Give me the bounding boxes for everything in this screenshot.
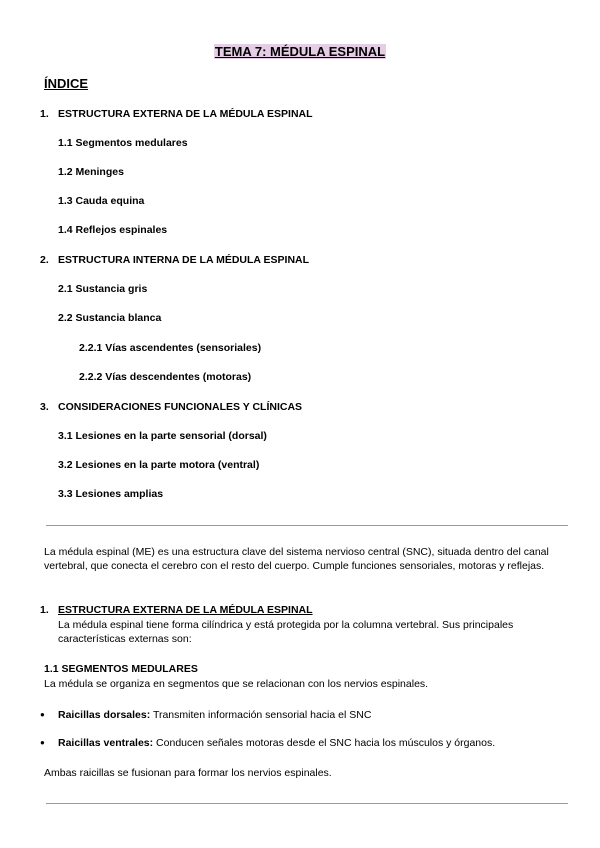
bullet-dorsal: ● Raicillas dorsales: Transmiten información sensorial hacia el SNC — [40, 709, 372, 721]
section-1-text: La médula espinal tiene forma cilíndrica y está protegida por la columna vertebral. Sus principales características externas son: — [58, 619, 514, 645]
toc-item-1-2: 1.2 Meninges — [58, 166, 124, 178]
toc-item-1-4: 1.4 Reflejos espinales — [58, 224, 168, 236]
bullet-dot-icon: ● — [40, 710, 45, 719]
page-title: TEMA 7: MÉDULA ESPINAL — [214, 44, 386, 59]
closing-paragraph: Ambas raicillas se fusionan para formar los nervios espinales. — [44, 767, 332, 779]
bullet-ventral: ● Raicillas ventrales: Conducen señales motoras desde el SNC hacia los músculos y órganos. — [40, 737, 496, 749]
index-heading: ÍNDICE — [44, 76, 89, 91]
toc-item-2-2: 2.2 Sustancia blanca — [58, 312, 162, 324]
toc-section-2: 2. ESTRUCTURA INTERNA DE LA MÉDULA ESPINAL — [40, 254, 310, 266]
toc-item-2-2-2: 2.2.2 Vías descendentes (motoras) — [79, 371, 252, 383]
toc-section-3: 3. CONSIDERACIONES FUNCIONALES Y CLÍNICAS — [40, 401, 303, 413]
toc-item-3-2: 3.2 Lesiones en la parte motora (ventral) — [58, 459, 260, 471]
toc-item-2-1: 2.1 Sustancia gris — [58, 283, 148, 295]
subsection-1-1-heading: 1.1 SEGMENTOS MEDULARES — [44, 663, 198, 675]
toc-item-1-1: 1.1 Segmentos medulares — [58, 137, 188, 149]
section-1-heading: 1. ESTRUCTURA EXTERNA DE LA MÉDULA ESPINAL — [40, 604, 313, 616]
toc-item-2-2-1: 2.2.1 Vías ascendentes (sensoriales) — [79, 342, 262, 354]
toc-item-1-3: 1.3 Cauda equina — [58, 195, 145, 207]
intro-paragraph: La médula espinal (ME) es una estructura clave del sistema nervioso central (SNC), situada dentro del canal vertebral, que conecta el cerebro con el resto del cuerpo. Cumple funciones sensoriales, motoras y reflejas. — [44, 546, 549, 572]
bullet-dot-icon: ● — [40, 738, 45, 747]
divider-bottom — [46, 803, 568, 804]
toc-section-1: 1. ESTRUCTURA EXTERNA DE LA MÉDULA ESPINAL — [40, 108, 313, 120]
subsection-1-1-text: La médula se organiza en segmentos que se relacionan con los nervios espinales. — [44, 678, 429, 690]
toc-item-3-1: 3.1 Lesiones en la parte sensorial (dorsal) — [58, 430, 267, 442]
toc-item-3-3: 3.3 Lesiones amplias — [58, 488, 164, 500]
divider-top — [46, 525, 568, 526]
